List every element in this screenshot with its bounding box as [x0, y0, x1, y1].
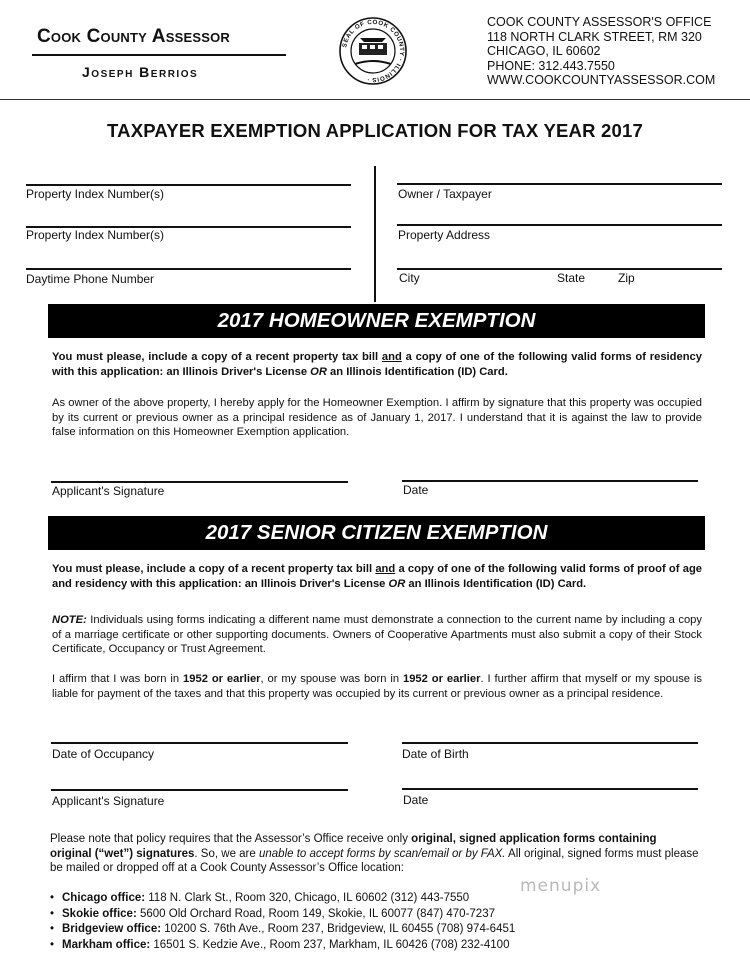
- state-label: State: [557, 271, 586, 285]
- assessor-name: Joseph Berrios: [82, 64, 199, 80]
- office-location-name: Skokie office:: [62, 907, 137, 920]
- senior-heading: 2017 SENIOR CITIZEN EXEMPTION: [48, 516, 705, 550]
- homeowner-requirements: [52, 350, 702, 379]
- occupancy-label: Date of Occupancy: [52, 747, 155, 761]
- phone-line[interactable]: [26, 268, 351, 270]
- address-line: COOK COUNTY ASSESSOR'S OFFICE: [487, 15, 712, 29]
- office-address-block: [487, 15, 715, 88]
- senior-note: [52, 613, 702, 657]
- zip-label: Zip: [618, 271, 635, 285]
- affirm-year: 1952 or earlier: [402, 673, 481, 685]
- req-text: an Illinois Identification (ID) Card.: [405, 577, 587, 590]
- birth-line[interactable]: [402, 742, 698, 744]
- req-text: You must please, include a copy of a recent property tax bill: [52, 563, 376, 575]
- header-divider: [0, 99, 750, 100]
- city-label: City: [399, 271, 420, 285]
- occupancy-line[interactable]: [51, 742, 348, 744]
- watermark: menupix: [520, 876, 602, 896]
- city-state-zip-line[interactable]: [397, 268, 722, 270]
- req-text: a copy of one of the following valid forms of residency with this application: an Illinois Driver's License: [52, 351, 703, 378]
- birth-label: Date of Birth: [402, 747, 469, 761]
- address-line: PHONE: 312.443.7550: [487, 58, 615, 73]
- address-line-field[interactable]: [397, 224, 722, 226]
- req-text: You must please, include a copy of a recent property tax bill: [52, 351, 382, 363]
- list-item: [50, 938, 515, 954]
- req-or: OR: [310, 365, 327, 378]
- senior-signature-line[interactable]: [51, 789, 348, 791]
- policy-italic: unable to accept forms by scan/email or by FAX.: [258, 847, 506, 860]
- req-or: OR: [388, 577, 406, 590]
- page-title: TAXPAYER EXEMPTION APPLICATION FOR TAX YEAR 2017: [107, 120, 643, 141]
- bullet-icon: •: [50, 923, 55, 935]
- office-location-name: Bridgeview office:: [62, 923, 162, 935]
- website-link[interactable]: WWW.COOKCOUNTYASSESSOR.COM: [487, 73, 716, 87]
- affirm-text: , or my spouse was born in: [260, 673, 403, 685]
- owner-label: Owner / Taxpayer: [398, 187, 492, 201]
- homeowner-statement: As owner of the above property, I hereby apply for the Homeowner Exemption. I affirm by signature that this property was occupied by its current or previous owner as a principal residence as of January 1, 2017. I understand that it is against the law to provide false information on this Homeowner Exemption application.: [52, 397, 702, 438]
- address-line: 118 NORTH CLARK STREET, RM 320: [487, 29, 702, 44]
- pin2-label: Property Index Number(s): [26, 228, 165, 242]
- svg-text:SEAL OF COOK COUNTY · ILLINOIS: SEAL OF COOK COUNTY · ILLINOIS ·: [341, 18, 406, 84]
- senior-requirements: [52, 562, 702, 591]
- field-column-divider: [374, 166, 376, 302]
- note-label: NOTE:: [52, 614, 87, 626]
- policy-note: [50, 832, 700, 876]
- req-and: and: [375, 563, 396, 575]
- bullet-icon: •: [50, 938, 55, 951]
- homeowner-signature-label: Applicant's Signature: [52, 484, 165, 498]
- homeowner-heading: 2017 HOMEOWNER EXEMPTION: [48, 304, 705, 338]
- pin1-label: Property Index Number(s): [26, 187, 165, 201]
- senior-affirmation: [52, 672, 702, 701]
- homeowner-date-label: Date: [403, 483, 429, 497]
- office-locations: [50, 891, 515, 953]
- req-and: and: [381, 351, 402, 363]
- policy-text: . So, we are: [194, 847, 259, 860]
- affirm-year: 1952 or earlier: [183, 673, 261, 685]
- office-location-detail: 16501 S. Kedzie Ave., Room 237, Markham, IL 60426 (708) 232-4100: [150, 938, 510, 951]
- pin1-line[interactable]: [26, 184, 351, 186]
- header-rule: [32, 54, 286, 56]
- office-location-name: Chicago office:: [62, 892, 146, 904]
- affirm-text: I affirm that I was born in: [52, 673, 184, 685]
- affirm-text: . I further affirm that myself or my spouse is liable for payment of the taxes and that this property was occupied by its current or previous owner as a principal residence.: [52, 673, 702, 700]
- req-text: an Illinois Identification (ID) Card.: [326, 365, 508, 378]
- office-location-detail: 5600 Old Orchard Road, Room 149, Skokie, IL 60077 (847) 470-7237: [136, 907, 495, 920]
- policy-text: All original, signed forms must please be mailed or dropped off at a Cook County Assessor’s Office location:: [50, 847, 699, 874]
- phone-label: Daytime Phone Number: [26, 272, 155, 286]
- bullet-icon: •: [50, 907, 55, 920]
- bullet-icon: •: [50, 892, 55, 904]
- homeowner-signature-line[interactable]: [51, 481, 348, 483]
- office-location-detail: 10200 S. 76th Ave., Room 237, Bridgeview, IL 60455 (708) 974-6451: [161, 923, 516, 935]
- address-label: Property Address: [398, 228, 491, 242]
- note-text: Individuals using forms indicating a different name must demonstrate a connection to the current name by including a copy of a marriage certificate or other supporting documents. Owners of Cooperative Apartments must also submit a copy of their Stock Certificate, Occupancy or Trust Agreement.: [52, 614, 702, 655]
- address-line: CHICAGO, IL 60602: [487, 44, 601, 58]
- senior-date-label: Date: [403, 793, 429, 807]
- office-name: Cook County Assessor: [37, 26, 230, 47]
- list-item: [50, 922, 515, 938]
- owner-line[interactable]: [397, 183, 722, 185]
- senior-date-line[interactable]: [402, 788, 698, 790]
- homeowner-date-line[interactable]: [402, 480, 698, 482]
- county-seal-icon: [338, 16, 408, 86]
- policy-bold: original, signed application forms containing original (“wet”) signatures: [50, 833, 657, 860]
- office-location-name: Markham office:: [62, 938, 151, 951]
- office-location-detail: 118 N. Clark St., Room 320, Chicago, IL 60602 (312) 443-7550: [145, 892, 470, 904]
- list-item: [50, 907, 515, 923]
- list-item: [50, 891, 515, 907]
- policy-text: Please note that policy requires that the Assessor’s Office receive only: [50, 833, 412, 845]
- req-text: a copy of one of the following valid forms of proof of age and residency with this application: an Illinois Driver's License: [52, 563, 703, 590]
- senior-signature-label: Applicant's Signature: [52, 794, 165, 808]
